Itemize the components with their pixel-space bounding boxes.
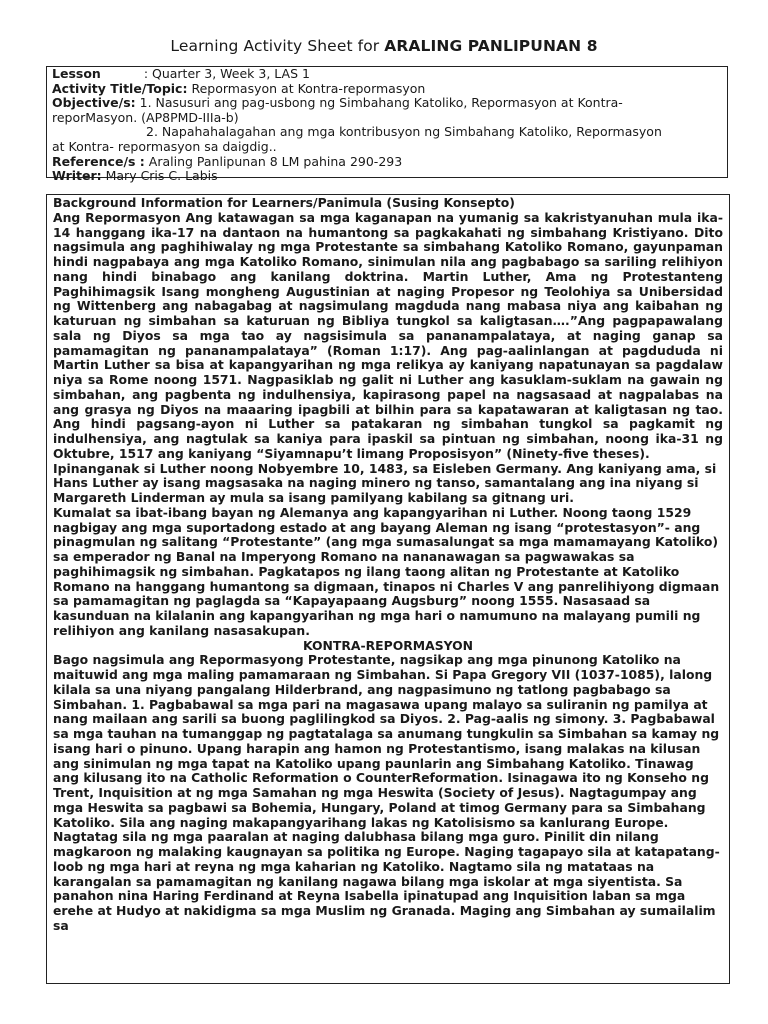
reference-label: Reference/s : bbox=[52, 154, 145, 169]
activity-row bbox=[52, 82, 723, 97]
activity-label: Activity Title/Topic: bbox=[52, 81, 188, 96]
lesson-label: Lesson bbox=[52, 67, 101, 81]
writer-value: Mary Cris C. Labis bbox=[101, 169, 218, 184]
writer-row bbox=[52, 169, 723, 184]
title-subject: ARALING PANLIPUNAN 8 bbox=[384, 37, 598, 55]
writer-label: Writer: bbox=[52, 169, 102, 184]
title-prefix: Learning Activity Sheet for bbox=[170, 37, 385, 55]
objective-1: 1. Nasusuri ang pag-usbong ng Simbahang Katoliko, Repormasyon at Kontra- bbox=[135, 96, 623, 111]
kontra-repormasyon-heading: KONTRA-REPORMASYON bbox=[302, 637, 474, 653]
reference-row bbox=[52, 155, 723, 170]
lesson-row bbox=[52, 67, 723, 82]
objective-row bbox=[52, 96, 723, 111]
background-header: Background Information for Learners/Panimula (Susing Konsepto) bbox=[53, 195, 515, 210]
activity-value: Repormasyon at Kontra-repormasyon bbox=[187, 81, 426, 96]
background-paragraph-1: Ang Repormasyon Ang katawagan sa mga kaganapan na yumanig sa kakristyanuhan mula ika-14 hanggang ika-17 na dantaon na humantong sa pagkakahati ng simbahang Kristiyano. Dito nagsimula ang paghihiwalay ng mga Protestante sa simbahang Katoliko Romano, gayunpaman hindi nagpabaya ang mga Katoliko Romano, sinimulan nila ang pagbabago sa sariling relihiyon nang hindi binabago ang kanilang doktrina. Martin Luther, Ama ng Protestanteng Paghihimagsik Isang mongheng Augustinian at naging Propesor ng Teolohiya sa Unibersidad ng Wittenberg ang nabagabag at nagsimulang magduda nang mabasa niya ang kaibahan ng katuruan ng simbahan sa katuruan ng Bibliya tungkol sa kaligtasan….”Ang pagpapawalang sala ng Diyos sa mga tao ay nagsisimula sa pananampalataya, at naging ganap sa pamamagitan ng pananampalataya” (Roman 1:17). Ang pag-aalinlangan at pagdududa ni Martin Luther sa bisa at kapangyarihan ng mga relikya ay kaniyang napatunayan sa pagdalaw niya sa Rome noong 1571. Nagpasiklab ng galit ni Luther ang kasuklam-suklam na gawain ng simbahan, ang pagbenta ng indulhensiya, kapirasong papel na nagsasaad at nagpalabas na ang grasya ng Diyos na maaaring ipagbili at bilhin para sa kapatawaran at kaligtasan ng tao. Ang hindi pagsang-ayon ni Luther sa patakaran ng simbahan tungkol sa pagkamit ng indulhensiya, ang nagtulak sa kaniya para ipaskil sa pintuan ng simbahan, noong ika-31 ng Oktubre, 1517 ang kaniyang “Siyamnapu’t limang Proposisyon” (Ninety-five theses). bbox=[53, 209, 723, 461]
objective-2: 2. Napahahalagahan ang mga kontribusyon ng Simbahang Katoliko, Repormasyon bbox=[146, 125, 662, 140]
reference-value: Araling Panlipunan 8 LM pahina 290-293 bbox=[144, 154, 403, 169]
lesson-info-box bbox=[46, 66, 728, 184]
lesson-value: : Quarter 3, Week 3, LAS 1 bbox=[143, 67, 310, 81]
background-paragraph-2: Ipinanganak si Luther noong Nobyembre 10, 1483, sa Eisleben Germany. Ang kaniyang ama, si Hans Luther ay isang magsasaka na naging minero ng tanso, samantalang ang ina niyang si Margareth Linderman ay mula sa isang pamilyang kabilang sa gitnang uri. bbox=[53, 460, 717, 505]
background-info-box bbox=[46, 194, 730, 984]
objective-label: Objective/s: bbox=[52, 96, 136, 111]
background-paragraph-4: Bago nagsimula ang Repormasyong Protestante, nagsikap ang mga pinunong Katoliko na maituwid ang mga maling pamamaraan ng Simbahan. Si Papa Gregory VII (1037-1085), lalong kilala sa una niyang pangalang Hilderbrand, ang nagpasimuno ng tatlong pagbabago sa Simbahan. 1. Pagbabawal sa mga pari na magasawa upang malayo sa suliranin ng pamilya at nang mailaan ang sarili sa buong paglilingkod sa Diyos. 2. Pag-aalis ng simony. 3. Pagbabawal sa mga tauhan na tumanggap ng pagtatalaga sa anumang tungkulin sa Simbahan sa kamay ng isang hari o pinuno. Upang harapin ang hamon ng Protestantismo, isang malakas na kilusan ang sinimulan ng mga tapat na Katoliko upang paunlarin ang Simbahang Katoliko. Tinawag ang kilusang ito na Catholic Reformation o CounterReformation. Isinagawa ito ng Konseho ng Trent, Inquisition at ng mga Samahan ng mga Heswita (Society of Jesus). Nagtagumpay ang mga Heswita sa pagbawi sa Bohemia, Hungary, Poland at timog Germany para sa Simbahang Katoliko. Sila ang naging makapangyarihang lakas ng Katolisismo sa kanlurang Europe. Nagtatag sila ng mga paaralan at naging dalubhasa bilang mga guro. Pinilit din nilang magkaroon ng malaking kaugnayan sa politika ng Europe. Naging tagapayo sila at katapatang-loob ng mga hari at reyna ng mga kaharian ng Katoliko. Nagtamo sila ng matataas na karangalan sa pamamagitan ng kanilang nagawa bilang mga iskolar at mga siyentista. Sa panahon nina Haring Ferdinand at Reyna Isabella ipinatupad ang Inquisition laban sa mga erehe at Hudyo at nakidigma sa mga Muslim ng Granada. Maging ang Simbahan ay sumailalim sa bbox=[53, 652, 720, 933]
page-title bbox=[0, 37, 768, 55]
background-paragraph-3: Kumalat sa ibat-ibang bayan ng Alemanya ang kapangyarihan ni Luther. Noong taong 1529 nagbigay ang mga suportadong estado at ang bayang Aleman ng isang “protestasyon”- ang pinagmulan ng salitang “Protestante” (ang mga sumasalungat sa mga mamamayang Katoliko) sa emperador ng Banal na Imperyong Romano na nananawagan sa pagwawakas sa paghihimagsik ng simbahan. Pagkatapos ng ilang taong alitan ng Protestante at Katoliko Romano na hanggang humantong sa digmaan, tinapos ni Charles V ang panrelihiyong digmaan sa pamamagitan ng paglagda sa “Kapayapaang Augsburg” noong 1555. Nasasaad sa kasunduan na kilalanin ang kapangyarihan ng mga hari o namumuno na malayang pumili ng relihiyon ang kanilang nasasakupan. bbox=[53, 504, 720, 638]
objective-1-cont: reporMasyon. (AP8PMD-IIIa-b) bbox=[52, 110, 239, 125]
objective-2-cont: at Kontra- repormasyon sa daigdig.. bbox=[52, 139, 277, 154]
